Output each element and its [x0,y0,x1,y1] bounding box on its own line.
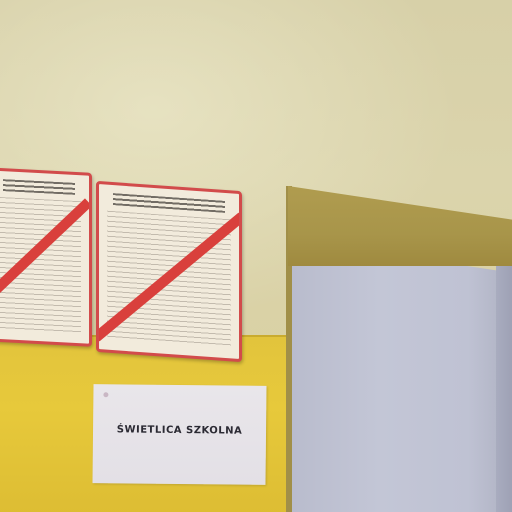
doorway-side-wall [496,260,512,512]
safety-sign-header [113,193,225,213]
pin-icon [103,392,108,397]
safety-sign-left [0,167,92,347]
doorway-opening [292,240,512,512]
safety-sign-right [96,181,242,362]
room-name-sign [92,384,266,485]
safety-sign-header [3,179,75,195]
room-name-text: ŚWIETLICA SZKOLNA [116,424,243,437]
